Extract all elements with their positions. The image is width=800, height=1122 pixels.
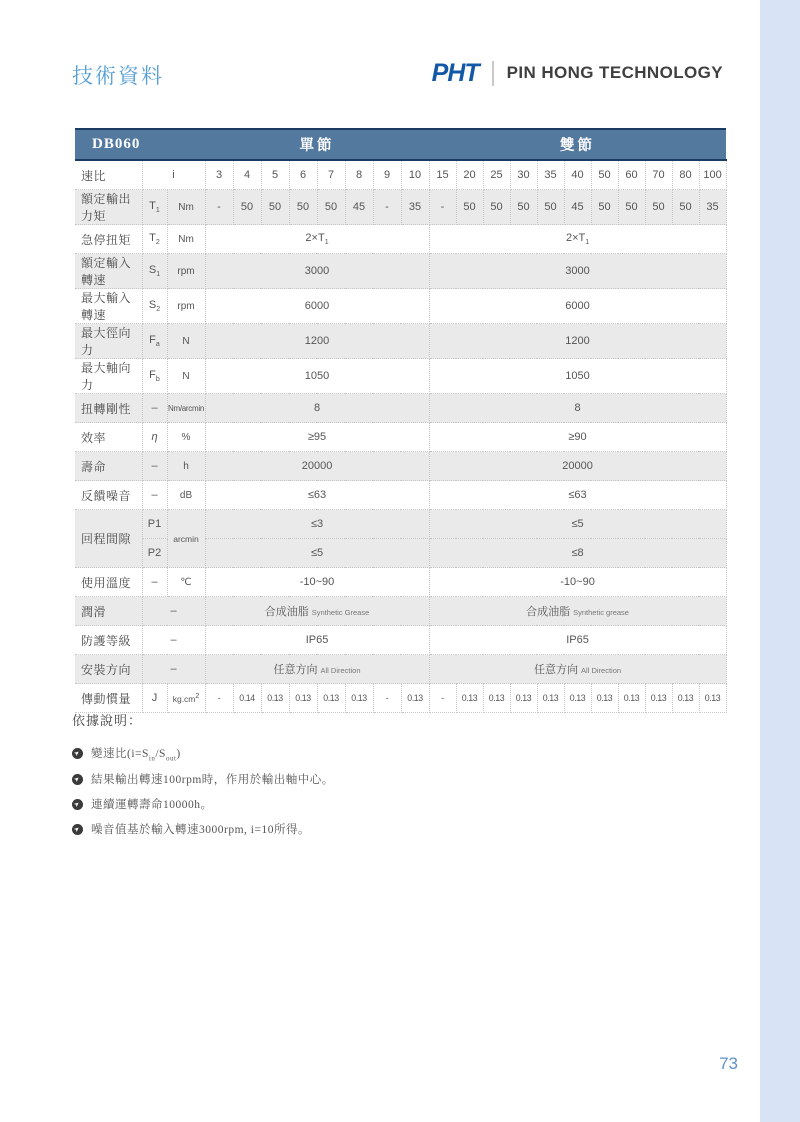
value-cell: 35 bbox=[699, 190, 726, 225]
table-row bbox=[75, 160, 726, 190]
row-label: 回程間隙 bbox=[75, 510, 142, 568]
value-cell: 20 bbox=[456, 160, 483, 190]
value-cell: 50 bbox=[537, 190, 564, 225]
value-cell: 0.13 bbox=[289, 684, 317, 713]
note-text: 結果輸出轉速100rpm時，作用於輸出軸中心。 bbox=[91, 774, 334, 787]
value-cell: 1200 bbox=[429, 324, 726, 359]
row-label: 額定輸入轉速 bbox=[75, 254, 142, 289]
value-cell: 0.13 bbox=[564, 684, 591, 713]
value-cell: - bbox=[373, 684, 401, 713]
page-number: 73 bbox=[719, 1054, 738, 1073]
value-cell: 70 bbox=[645, 160, 672, 190]
row-label: 急停扭矩 bbox=[75, 225, 142, 254]
value-cell: 0.13 bbox=[672, 684, 699, 713]
table-row bbox=[75, 568, 726, 597]
table-header-double-stage: 雙節 bbox=[429, 129, 726, 160]
note-item bbox=[72, 745, 592, 762]
right-edge-bar bbox=[760, 0, 800, 1122]
row-label: 傳動慣量 bbox=[75, 684, 142, 713]
value-cell: 0.13 bbox=[645, 684, 672, 713]
row-symbol: – bbox=[142, 481, 167, 510]
row-label: 扭轉剛性 bbox=[75, 394, 142, 423]
row-symbol: $S_2$ bbox=[142, 289, 167, 324]
value-cell: ≥90 bbox=[429, 423, 726, 452]
logo-company-name: PIN HONG TECHNOLOGY bbox=[506, 63, 723, 82]
row-symbol: P2 bbox=[142, 539, 167, 568]
value-cell: 任意方向 All Direction bbox=[205, 655, 429, 684]
value-cell: 0.13 bbox=[345, 684, 373, 713]
row-unit: rpm bbox=[167, 254, 205, 289]
row-symbol: $F_b$ bbox=[142, 359, 167, 394]
row-symbol: $T_1$ bbox=[142, 190, 167, 225]
value-cell: 8 bbox=[429, 394, 726, 423]
value-cell: 35 bbox=[537, 160, 564, 190]
row-label: 額定輸出力矩 bbox=[75, 190, 142, 225]
value-cell: 0.14 bbox=[233, 684, 261, 713]
table-row bbox=[75, 597, 726, 626]
value-cell: 1050 bbox=[429, 359, 726, 394]
row-unit: Nm/arcmin bbox=[167, 394, 205, 423]
row-unit: % bbox=[167, 423, 205, 452]
row-unit: N bbox=[167, 359, 205, 394]
row-symbol: – bbox=[142, 452, 167, 481]
value-cell: 6000 bbox=[205, 289, 429, 324]
row-symbol: i bbox=[142, 160, 205, 190]
row-symbol: $T_2$ bbox=[142, 225, 167, 254]
table-row bbox=[75, 359, 726, 394]
value-cell: $2\times T_1$ bbox=[429, 225, 726, 254]
value-cell: 0.13 bbox=[317, 684, 345, 713]
row-label: 最大徑向力 bbox=[75, 324, 142, 359]
value-cell: 50 bbox=[456, 190, 483, 225]
arrow-bullet-icon: ➤ bbox=[72, 748, 82, 759]
value-cell: ≤3 bbox=[205, 510, 429, 539]
value-cell: 50 bbox=[591, 190, 618, 225]
value-cell: 20000 bbox=[205, 452, 429, 481]
arrow-bullet-icon: ➤ bbox=[72, 774, 82, 784]
row-unit: $kg.cm^2$ bbox=[167, 684, 205, 713]
row-label: 防護等級 bbox=[75, 626, 142, 655]
row-symbol: – bbox=[142, 626, 205, 655]
row-label: 反饋噪音 bbox=[75, 481, 142, 510]
table-row bbox=[75, 254, 726, 289]
value-cell: 8 bbox=[205, 394, 429, 423]
value-cell: 50 bbox=[233, 190, 261, 225]
value-cell: ≤5 bbox=[205, 539, 429, 568]
logo-mark: PHT bbox=[431, 58, 479, 87]
arrow-bullet-icon: ➤ bbox=[72, 799, 82, 809]
table-row bbox=[75, 190, 726, 225]
value-cell: 0.13 bbox=[456, 684, 483, 713]
table-row bbox=[75, 655, 726, 684]
value-cell: 6 bbox=[289, 160, 317, 190]
note-text: 連續運轉壽命10000h。 bbox=[91, 799, 213, 812]
row-unit: Nm bbox=[167, 190, 205, 225]
value-cell: 4 bbox=[233, 160, 261, 190]
row-symbol: – bbox=[142, 568, 167, 597]
value-cell: 50 bbox=[591, 160, 618, 190]
value-cell: ≤63 bbox=[205, 481, 429, 510]
row-symbol: $S_1$ bbox=[142, 254, 167, 289]
value-cell: ≤63 bbox=[429, 481, 726, 510]
row-unit: arcmin bbox=[167, 510, 205, 568]
value-cell: 1200 bbox=[205, 324, 429, 359]
value-cell: 25 bbox=[483, 160, 510, 190]
row-unit: dB bbox=[167, 481, 205, 510]
value-cell: 0.13 bbox=[401, 684, 429, 713]
value-cell: 30 bbox=[510, 160, 537, 190]
row-label: 安裝方向 bbox=[75, 655, 142, 684]
table-row bbox=[75, 684, 726, 713]
value-cell: 40 bbox=[564, 160, 591, 190]
value-cell: 6000 bbox=[429, 289, 726, 324]
row-symbol: – bbox=[142, 394, 167, 423]
value-cell: 合成油脂 Synthetic grease bbox=[429, 597, 726, 626]
value-cell: - bbox=[429, 190, 456, 225]
table-row bbox=[75, 423, 726, 452]
value-cell: 0.13 bbox=[591, 684, 618, 713]
row-symbol: – bbox=[142, 655, 205, 684]
value-cell: 45 bbox=[345, 190, 373, 225]
notes-list bbox=[72, 745, 592, 837]
row-label: 壽命 bbox=[75, 452, 142, 481]
notes-section bbox=[72, 710, 592, 846]
value-cell: 3000 bbox=[205, 254, 429, 289]
table-row bbox=[75, 225, 726, 254]
value-cell: - bbox=[205, 190, 233, 225]
spec-table bbox=[75, 128, 726, 713]
value-cell: 50 bbox=[510, 190, 537, 225]
value-cell: ≥95 bbox=[205, 423, 429, 452]
company-logo bbox=[432, 58, 723, 88]
row-label: 最大輸入轉速 bbox=[75, 289, 142, 324]
value-cell: 合成油脂 Synthetic Grease bbox=[205, 597, 429, 626]
note-text: 噪音值基於輸入轉速3000rpm, i=10所得。 bbox=[91, 824, 310, 837]
note-text: 變速比$(i=S_{in}/S_{out})$ bbox=[91, 748, 181, 763]
row-label: 潤滑 bbox=[75, 597, 142, 626]
table-row bbox=[75, 626, 726, 655]
value-cell: 7 bbox=[317, 160, 345, 190]
value-cell: 0.13 bbox=[618, 684, 645, 713]
row-unit: rpm bbox=[167, 289, 205, 324]
value-cell: 0.13 bbox=[699, 684, 726, 713]
value-cell: - bbox=[373, 190, 401, 225]
value-cell: -10~90 bbox=[429, 568, 726, 597]
row-label: 速比 bbox=[75, 160, 142, 190]
value-cell: ≤8 bbox=[429, 539, 726, 568]
row-symbol: P1 bbox=[142, 510, 167, 539]
value-cell: 45 bbox=[564, 190, 591, 225]
row-label: 最大軸向力 bbox=[75, 359, 142, 394]
table-header-single-stage: 單節 bbox=[205, 129, 429, 160]
page-title: 技術資料 bbox=[72, 64, 164, 88]
value-cell: 35 bbox=[401, 190, 429, 225]
table-row bbox=[75, 324, 726, 359]
spec-table-body bbox=[75, 160, 726, 713]
value-cell: 50 bbox=[483, 190, 510, 225]
value-cell: -10~90 bbox=[205, 568, 429, 597]
row-unit: h bbox=[167, 452, 205, 481]
table-row bbox=[75, 289, 726, 324]
value-cell: 9 bbox=[373, 160, 401, 190]
row-label: 效率 bbox=[75, 423, 142, 452]
note-item bbox=[72, 821, 592, 837]
value-cell: 50 bbox=[618, 190, 645, 225]
value-cell: IP65 bbox=[429, 626, 726, 655]
table-header-model: DB060 bbox=[75, 129, 205, 160]
value-cell: 50 bbox=[645, 190, 672, 225]
value-cell: 0.13 bbox=[261, 684, 289, 713]
logo-divider bbox=[492, 61, 494, 86]
value-cell: 任意方向 All Direction bbox=[429, 655, 726, 684]
value-cell: 3000 bbox=[429, 254, 726, 289]
value-cell: IP65 bbox=[205, 626, 429, 655]
value-cell: 0.13 bbox=[537, 684, 564, 713]
value-cell: $2\times T_1$ bbox=[205, 225, 429, 254]
notes-heading: 依據說明： bbox=[72, 713, 143, 728]
row-symbol: J bbox=[142, 684, 167, 713]
value-cell: 10 bbox=[401, 160, 429, 190]
value-cell: ≤5 bbox=[429, 510, 726, 539]
value-cell: 80 bbox=[672, 160, 699, 190]
table-row bbox=[75, 452, 726, 481]
value-cell: 50 bbox=[317, 190, 345, 225]
value-cell: 50 bbox=[672, 190, 699, 225]
table-row bbox=[75, 481, 726, 510]
table-row bbox=[75, 510, 726, 539]
value-cell: 50 bbox=[261, 190, 289, 225]
row-unit: Nm bbox=[167, 225, 205, 254]
value-cell: 3 bbox=[205, 160, 233, 190]
value-cell: 5 bbox=[261, 160, 289, 190]
value-cell: 0.13 bbox=[483, 684, 510, 713]
value-cell: 100 bbox=[699, 160, 726, 190]
value-cell: 20000 bbox=[429, 452, 726, 481]
arrow-bullet-icon: ➤ bbox=[72, 824, 82, 834]
value-cell: 50 bbox=[289, 190, 317, 225]
table-row bbox=[75, 394, 726, 423]
row-symbol: η bbox=[142, 423, 167, 452]
value-cell: - bbox=[429, 684, 456, 713]
row-unit: ℃ bbox=[167, 568, 205, 597]
value-cell: 8 bbox=[345, 160, 373, 190]
value-cell: - bbox=[205, 684, 233, 713]
value-cell: 0.13 bbox=[510, 684, 537, 713]
row-unit: N bbox=[167, 324, 205, 359]
value-cell: 60 bbox=[618, 160, 645, 190]
note-item bbox=[72, 771, 592, 787]
row-symbol: – bbox=[142, 597, 205, 626]
row-symbol: $F_a$ bbox=[142, 324, 167, 359]
value-cell: 1050 bbox=[205, 359, 429, 394]
note-item bbox=[72, 796, 592, 812]
row-label: 使用溫度 bbox=[75, 568, 142, 597]
value-cell: 15 bbox=[429, 160, 456, 190]
table-header-row bbox=[75, 129, 726, 160]
